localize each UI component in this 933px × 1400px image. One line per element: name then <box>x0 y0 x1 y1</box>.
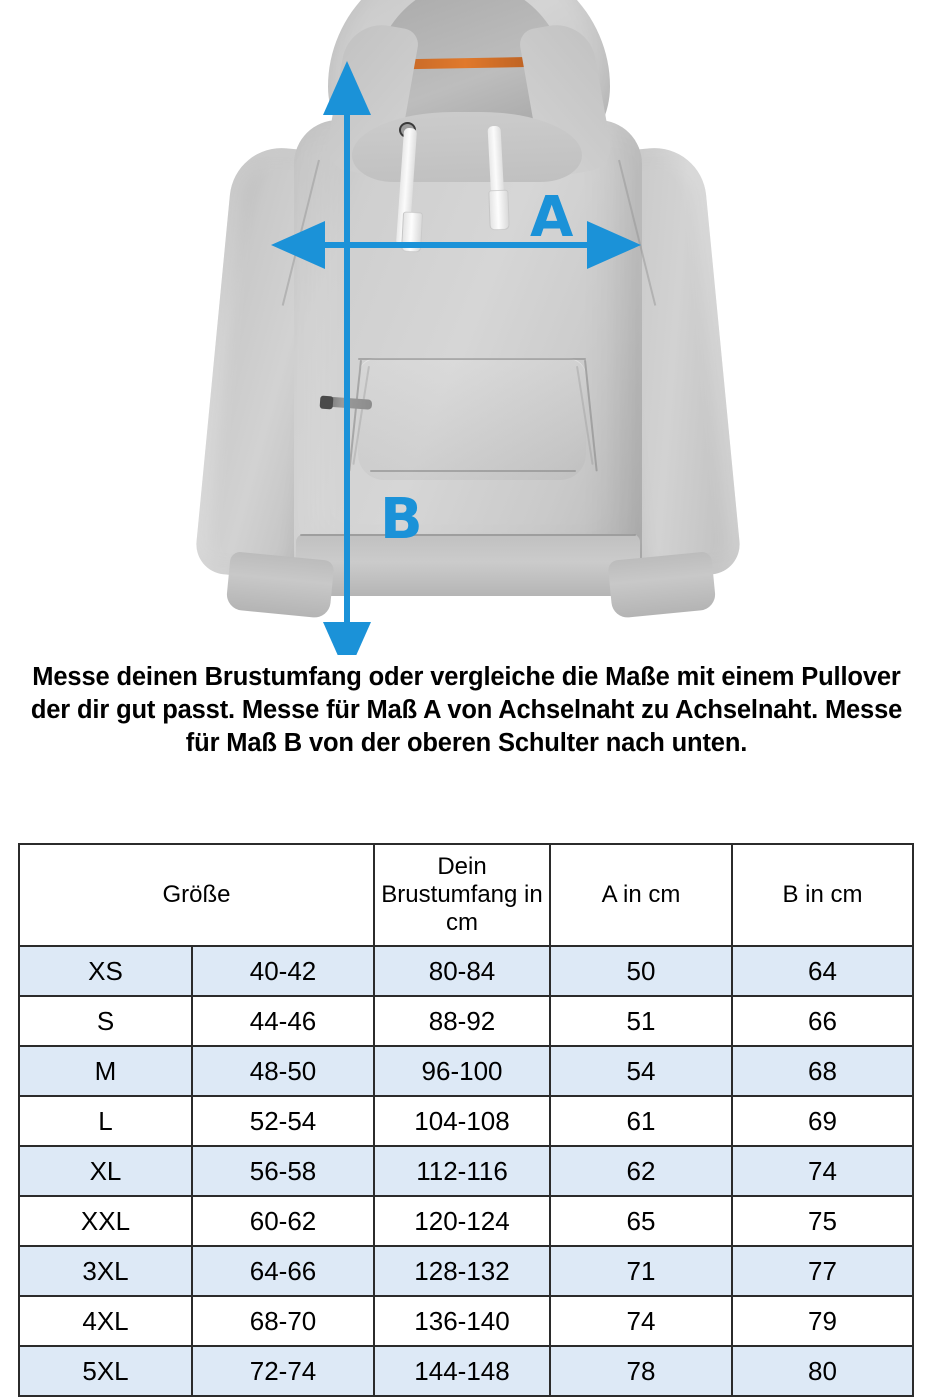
column-header-chest: Dein Brustumfang in cm <box>374 844 550 946</box>
measure-b-cell: 66 <box>732 996 913 1046</box>
column-header-size: Größe <box>19 844 374 946</box>
chest-cell: 128-132 <box>374 1246 550 1296</box>
size-table <box>18 843 914 1397</box>
cuff-right-icon <box>607 551 716 619</box>
chest-cell: 112-116 <box>374 1146 550 1196</box>
measure-b-cell: 68 <box>732 1046 913 1096</box>
size-cell: M <box>19 1046 192 1096</box>
measure-a-cell: 50 <box>550 946 732 996</box>
chest-cell: 136-140 <box>374 1296 550 1346</box>
chest-cell: 88-92 <box>374 996 550 1046</box>
measure-label-b: B <box>380 487 423 552</box>
size-cell: XS <box>19 946 192 996</box>
drawstring-tip-right-icon <box>488 190 509 231</box>
measure-a-cell: 62 <box>550 1146 732 1196</box>
size-table-body <box>19 946 913 1396</box>
table-row <box>19 1246 913 1296</box>
measure-a-cell: 51 <box>550 996 732 1046</box>
table-row <box>19 1346 913 1396</box>
product-photo-area <box>0 0 933 655</box>
measure-b-cell: 69 <box>732 1096 913 1146</box>
table-row <box>19 1296 913 1346</box>
table-row <box>19 1046 913 1096</box>
measure-b-cell: 75 <box>732 1196 913 1246</box>
size-cell: S <box>19 996 192 1046</box>
collar-fold-icon <box>352 112 582 182</box>
pocket-top-seam-icon <box>358 358 586 360</box>
chest-cell: 120-124 <box>374 1196 550 1246</box>
chest-cell: 104-108 <box>374 1096 550 1146</box>
table-row <box>19 1146 913 1196</box>
pocket-bottom-seam-icon <box>370 470 576 472</box>
size-cell: 5XL <box>19 1346 192 1396</box>
hem-seam-icon <box>300 534 636 536</box>
size-cell: 3XL <box>19 1246 192 1296</box>
table-row <box>19 1096 913 1146</box>
measure-label-a: A <box>530 185 574 250</box>
eu-size-cell: 72-74 <box>192 1346 374 1396</box>
measure-a-cell: 61 <box>550 1096 732 1146</box>
table-row <box>19 1196 913 1246</box>
eu-size-cell: 48-50 <box>192 1046 374 1096</box>
size-cell: XL <box>19 1146 192 1196</box>
eu-size-cell: 64-66 <box>192 1246 374 1296</box>
eu-size-cell: 56-58 <box>192 1146 374 1196</box>
eu-size-cell: 44-46 <box>192 996 374 1046</box>
eu-size-cell: 60-62 <box>192 1196 374 1246</box>
measure-a-cell: 65 <box>550 1196 732 1246</box>
measure-a-cell: 54 <box>550 1046 732 1096</box>
measure-a-cell: 74 <box>550 1296 732 1346</box>
measure-b-cell: 64 <box>732 946 913 996</box>
zip-pull-icon <box>320 396 334 410</box>
size-table-container <box>18 843 912 1397</box>
size-cell: XXL <box>19 1196 192 1246</box>
hoodie-hem-icon <box>296 534 640 596</box>
measure-a-cell: 71 <box>550 1246 732 1296</box>
column-header-b: B in cm <box>732 844 913 946</box>
table-row <box>19 946 913 996</box>
hoodie-illustration <box>0 0 933 655</box>
size-table-header <box>19 844 913 946</box>
kangaroo-pocket-icon <box>358 358 586 480</box>
cuff-left-icon <box>225 551 334 619</box>
hoodie-body-icon <box>294 120 642 590</box>
measure-b-cell: 79 <box>732 1296 913 1346</box>
measure-a-cell: 78 <box>550 1346 732 1396</box>
chest-cell: 144-148 <box>374 1346 550 1396</box>
column-header-a: A in cm <box>550 844 732 946</box>
measurement-instructions: Messe deinen Brustumfang oder vergleiche die Maße mit einem Pullover der dir gut passt. Messe für Maß A von Achselnaht zu Achselnaht. Messe für Maß B von der oberen Schulter nach unten. <box>30 663 903 758</box>
chest-cell: 80-84 <box>374 946 550 996</box>
table-header-row <box>19 844 913 946</box>
drawstring-tip-left-icon <box>401 212 423 253</box>
table-row <box>19 996 913 1046</box>
measure-b-cell: 80 <box>732 1346 913 1396</box>
size-cell: 4XL <box>19 1296 192 1346</box>
eu-size-cell: 52-54 <box>192 1096 374 1146</box>
size-cell: L <box>19 1096 192 1146</box>
chest-cell: 96-100 <box>374 1046 550 1096</box>
measure-b-cell: 77 <box>732 1246 913 1296</box>
eu-size-cell: 40-42 <box>192 946 374 996</box>
eu-size-cell: 68-70 <box>192 1296 374 1346</box>
measure-b-cell: 74 <box>732 1146 913 1196</box>
